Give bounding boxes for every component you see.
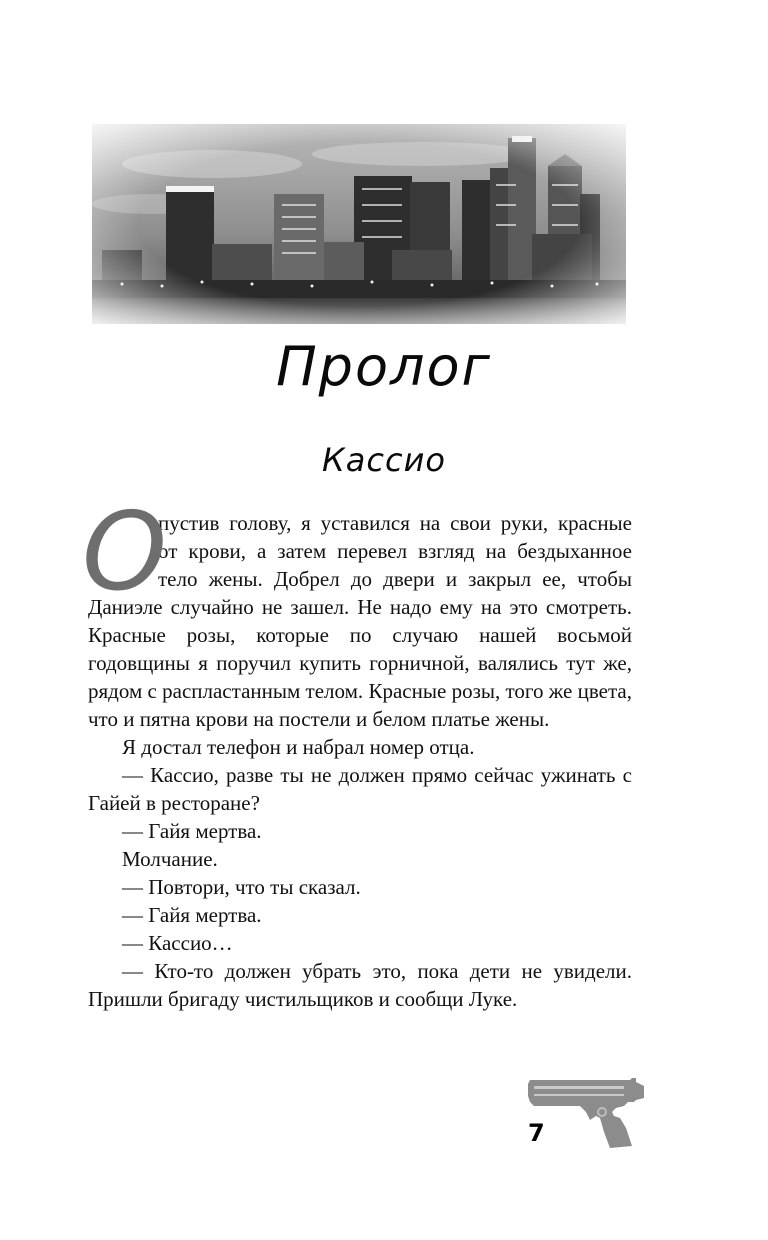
paragraph: — Кассио… [122,931,233,955]
chapter-pov-title: Кассио [322,441,446,479]
paragraph: — Гайя мертва. [122,903,262,927]
drop-cap: О [82,490,168,615]
text-line: от крови, а затем перевел взгляд на бездыханное [158,539,632,563]
chapter-title: Пролог [276,335,492,398]
body-text [82,490,632,1013]
page-number: 7 [528,1119,545,1147]
city-skyline-image [92,124,626,324]
paragraph: Я достал телефон и набрал номер отца. [122,735,475,759]
paragraph-text: Даниэле случайно не зашел. Не надо ему на это смотреть. Красные розы, которые по случаю нашей восьмой годовщины я поручил купить горничной, валялись тут же, рядом с распластанным телом. Красные розы, того же цвета, что и пятна крови на постели и белом платье жены. [88,595,632,731]
paragraph [82,490,632,733]
text-line: тело жены. Добрел до двери и закрыл ее, чтобы [158,567,632,591]
paragraph: — Кассио, разве ты не должен прямо сейчас ужинать с Гайей в ресторане? [88,763,632,815]
paragraph: — Гайя мертва. [122,819,262,843]
paragraph: Молчание. [122,847,218,871]
paragraph: — Кто-то должен убрать это, пока дети не увидели. Пришли бригаду чистильщиков и сообщи Луке. [88,959,632,1011]
paragraph: — Повтори, что ты сказал. [122,875,361,899]
text-line: пустив голову, я уставился на свои руки, красные [158,511,632,535]
